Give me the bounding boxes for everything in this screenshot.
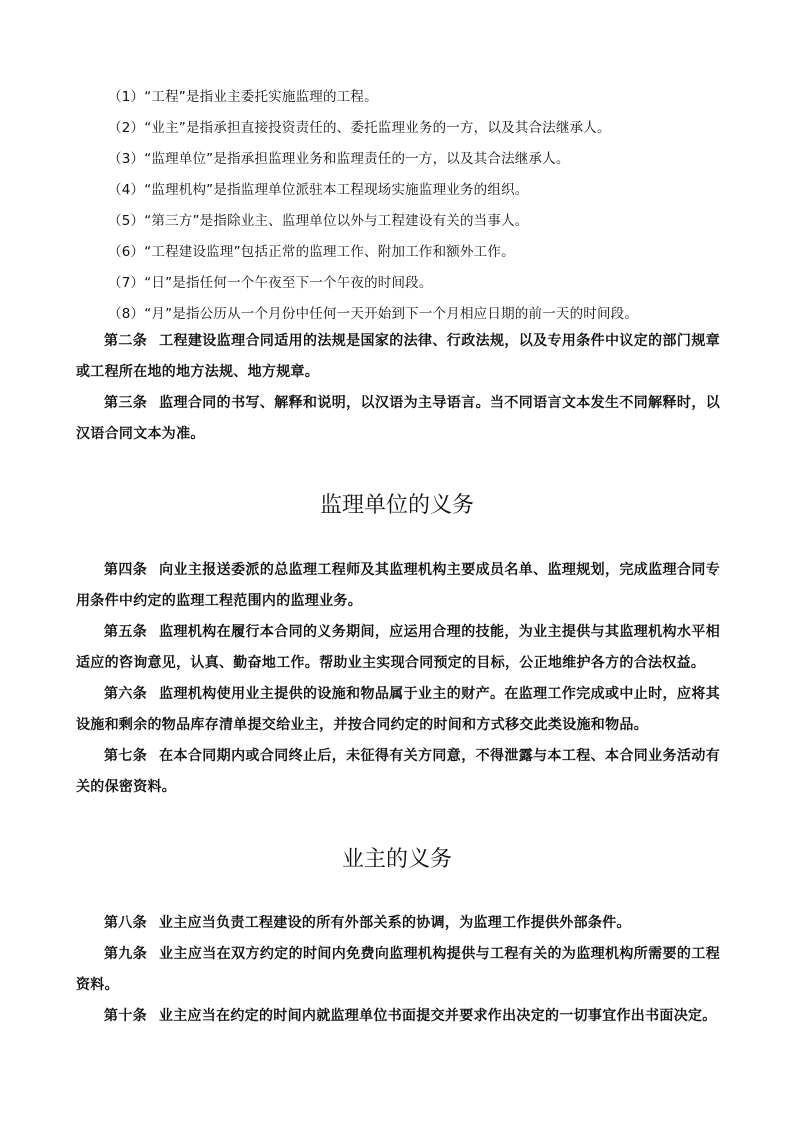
- article-number: 第二条: [104, 333, 148, 349]
- article-text: 监理机构在履行本合同的义务期间，应运用合理的技能，为业主提供与其监理机构水平相适应的咨询意见，认真、勤奋地工作。帮助业主实现合同预定的目标，公正地维护各方的合法权益。: [76, 624, 720, 671]
- section-title-supervisor-obligations: 监理单位的义务: [319, 493, 474, 518]
- article-number: 第四条: [104, 562, 148, 578]
- definition-item: （5）“第三方”是指除业主、监理单位以外与工程建设有关的当事人。: [108, 213, 529, 229]
- section-title-owner-obligations: 业主的义务: [341, 847, 452, 872]
- article-paragraph: [76, 617, 720, 679]
- article-paragraph: [76, 1001, 720, 1032]
- article-number: 第七条: [104, 748, 148, 764]
- supervisor-articles: [76, 555, 720, 803]
- article-number: 第六条: [104, 686, 148, 702]
- article-paragraph: [76, 388, 720, 450]
- general-articles: [76, 326, 720, 450]
- definition-item: （1）“工程”是指业主委托实施监理的工程。: [108, 89, 378, 105]
- article-paragraph: [76, 679, 720, 741]
- article-text: 监理合同的书写、解释和说明，以汉语为主导语言。当不同语言文本发生不同解释时，以汉语合同文本为准。: [76, 395, 720, 442]
- owner-articles: [76, 908, 720, 1032]
- article-paragraph: [76, 908, 720, 939]
- article-paragraph: [76, 939, 720, 1001]
- definition-item: （8）“月”是指公历从一个月份中任何一天开始到下一个月相应日期的前一天的时间段。: [108, 306, 639, 322]
- article-number: 第十条: [104, 1008, 147, 1024]
- article-number: 第九条: [104, 946, 148, 962]
- definitions-list: [108, 82, 748, 330]
- article-text: 监理机构使用业主提供的设施和物品属于业主的财产。在监理工作完成或中止时，应将其设施和剩余的物品库存清单提交给业主，并按合同约定的时间和方式移交此类设施和物品。: [76, 686, 720, 733]
- article-paragraph: [76, 741, 720, 803]
- definition-item: （6）“工程建设监理”包括正常的监理工作、附加工作和额外工作。: [108, 244, 515, 260]
- article-text: 工程建设监理合同适用的法规是国家的法律、行政法规，以及专用条件中议定的部门规章或工程所在地的地方法规、地方规章。: [76, 333, 720, 380]
- definition-item: （3）“监理单位”是指承担监理业务和监理责任的一方，以及其合法继承人。: [108, 151, 570, 167]
- article-text: 业主应当负责工程建设的所有外部关系的协调，为监理工作提供外部条件。: [158, 915, 631, 931]
- article-text: 业主应当在双方约定的时间内免费向监理机构提供与工程有关的为监理机构所需要的工程资料。: [76, 946, 720, 993]
- definition-item: （4）“监理机构”是指监理单位派驻本工程现场实施监理业务的组织。: [108, 182, 529, 198]
- article-number: 第五条: [104, 624, 148, 640]
- definition-item: （7）“日”是指任何一个午夜至下一个午夜的时间段。: [108, 275, 433, 291]
- article-paragraph: [76, 555, 720, 617]
- article-number: 第三条: [104, 395, 148, 411]
- article-number: 第八条: [104, 915, 147, 931]
- article-text: 向业主报送委派的总监理工程师及其监理机构主要成员名单、监理规划，完成监理合同专用条件中约定的监理工程范围内的监理业务。: [76, 562, 720, 609]
- definition-item: （2）“业主”是指承担直接投资责任的、委托监理业务的一方，以及其合法继承人。: [108, 120, 611, 136]
- article-text: 在本合同期内或合同终止后，未征得有关方同意，不得泄露与本工程、本合同业务活动有关的保密资料。: [76, 748, 720, 795]
- article-text: 业主应当在约定的时间内就监理单位书面提交并要求作出决定的一切事宜作出书面决定。: [158, 1008, 717, 1024]
- article-paragraph: [76, 326, 720, 388]
